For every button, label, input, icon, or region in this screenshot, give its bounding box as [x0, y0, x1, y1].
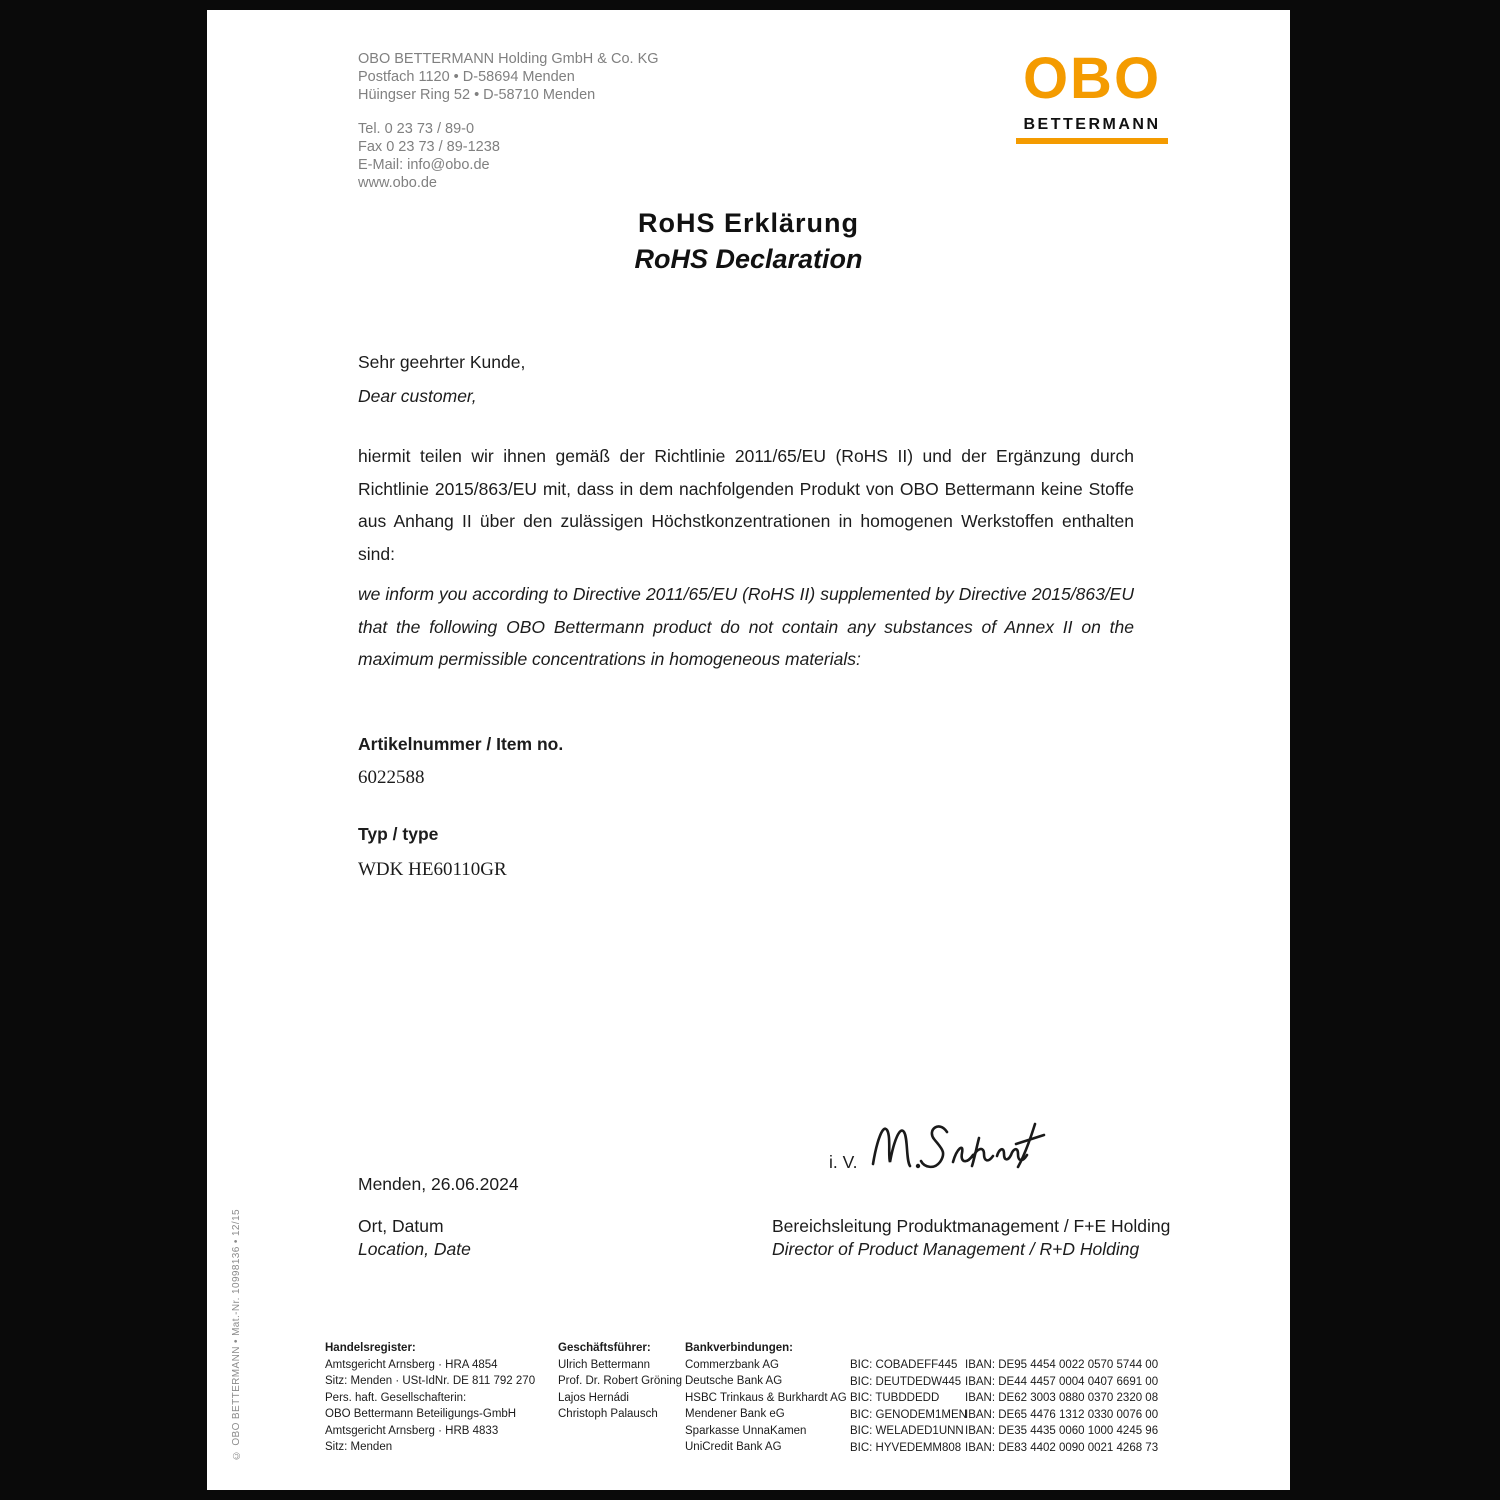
- bank-iban: IBAN: DE35 4435 0060 1000 4245 96: [965, 1425, 1159, 1437]
- footer-bic-column: [850, 1357, 967, 1456]
- logo-orange-bar: [1016, 138, 1168, 144]
- bank-bic: BIC: GENODEM1MEN: [850, 1408, 967, 1421]
- title-german: RoHS Erklärung: [637, 208, 860, 238]
- article-number-label: Artikelnummer / Item no.: [358, 734, 564, 754]
- bank-bic: BIC: WELADED1UNN: [850, 1425, 964, 1437]
- bank-name: Mendener Bank eG: [685, 1408, 785, 1420]
- phone-text: Tel. 0 23 73 / 89-0: [358, 121, 475, 137]
- logo-subbrand: BETTERMANN: [1023, 116, 1161, 133]
- per-procura-label: i. V.: [829, 1152, 858, 1172]
- postbox-line: Postfach 1120 • D-58694 Menden: [358, 69, 575, 85]
- signature: [867, 1110, 1052, 1190]
- bank-bic: BIC: HYVEDEMM808: [850, 1441, 962, 1454]
- bank-name: Deutsche Bank AG: [685, 1375, 783, 1387]
- email-text: E-Mail: info@obo.de: [358, 157, 490, 173]
- sender-address-block: [358, 50, 659, 192]
- managing-director-name: Ulrich Bettermann: [558, 1358, 651, 1371]
- body-paragraph-english: we inform you according to Directive 2011/65/EU (RoHS II) supplemented by Directive 2015/863/EU that the following OBO Bettermann product do not contain any substances of Annex II on the maximum permissible concentrations in homogeneous materials:: [358, 584, 1134, 669]
- document-title: [207, 208, 1290, 275]
- signer-role-german: Bereichsleitung Produktmanagement / F+E Holding: [772, 1216, 1171, 1236]
- footer-handelsregister: [325, 1340, 535, 1456]
- footer-line: Amtsgericht Arnsberg · HRB 4833: [325, 1424, 499, 1437]
- bank-bic: BIC: COBADEFF445: [850, 1359, 958, 1371]
- type-value: WDK HE60110GR: [358, 859, 507, 880]
- footer-heading-banken: Bankverbindungen:: [685, 1342, 793, 1354]
- salutation-english: Dear customer,: [358, 386, 477, 406]
- bank-bic: BIC: DEUTDEDW445: [850, 1375, 962, 1388]
- obo-bettermann-logo: [1016, 46, 1168, 144]
- place-date-label-english: Location, Date: [358, 1239, 471, 1259]
- bank-name: Commerzbank AG: [685, 1358, 779, 1371]
- bank-iban: IBAN: DE44 4457 0004 0407 6691 00: [965, 1375, 1159, 1388]
- bank-name: UniCredit Bank AG: [685, 1441, 782, 1453]
- managing-director-name: Christoph Palausch: [558, 1408, 658, 1420]
- footer-heading-handelsregister: Handelsregister:: [325, 1342, 416, 1354]
- managing-director-name: Prof. Dr. Robert Gröning: [558, 1375, 682, 1387]
- salutation-german: Sehr geehrter Kunde,: [358, 352, 526, 372]
- footer-banks: [685, 1340, 847, 1456]
- managing-director-name: Lajos Hernádi: [558, 1391, 629, 1404]
- bank-iban: IBAN: DE95 4454 0022 0570 5744 00: [965, 1359, 1159, 1371]
- logo-wordmark: OBO: [1022, 46, 1162, 111]
- street-line: Hüingser Ring 52 • D-58710 Menden: [358, 87, 596, 103]
- footer-line: Pers. haft. Gesellschafterin:: [325, 1391, 467, 1404]
- body-paragraph-german: hiermit teilen wir ihnen gemäß der Richtlinie 2011/65/EU (RoHS II) und der Ergänzung durch Richtlinie 2015/863/EU mit, dass in dem nachfolgenden Produkt von OBO Bettermann keine Stoffe aus Anhang II über den zulässigen Höchstkonzentrationen in homogenen Werkstoffen enthalten sind:: [358, 446, 1134, 564]
- rohs-declaration-page: [207, 10, 1290, 1490]
- article-number-value: 6022588: [358, 767, 425, 788]
- place-date-label-german: Ort, Datum: [358, 1216, 444, 1236]
- title-english: RoHS Declaration: [634, 244, 863, 274]
- footer-line: Sitz: Menden: [325, 1441, 393, 1453]
- footer-line: Sitz: Menden · USt-IdNr. DE 811 792 270: [325, 1375, 536, 1387]
- company-name: OBO BETTERMANN Holding GmbH & Co. KG: [358, 51, 659, 67]
- type-label: Typ / type: [358, 824, 439, 844]
- bank-bic: BIC: TUBDDEDD: [850, 1392, 940, 1404]
- address-spacer: [358, 104, 659, 120]
- footer-heading-geschaeftsfuehrer: Geschäftsführer:: [558, 1342, 651, 1354]
- website-text: www.obo.de: [358, 175, 437, 191]
- fax-text: Fax 0 23 73 / 89-1238: [358, 139, 500, 155]
- signer-role-english: Director of Product Management / R+D Holding: [772, 1239, 1140, 1259]
- place-date: Menden, 26.06.2024: [358, 1174, 519, 1194]
- bank-name: HSBC Trinkaus & Burkhardt AG: [685, 1391, 847, 1404]
- bank-name: Sparkasse UnnaKamen: [685, 1424, 807, 1437]
- bank-iban: IBAN: DE62 3003 0880 0370 2320 08: [965, 1392, 1159, 1404]
- bank-iban: IBAN: DE83 4402 0090 0021 4268 73: [965, 1441, 1159, 1454]
- footer-geschaeftsfuehrer: [558, 1340, 682, 1423]
- print-reference-vertical-label: © OBO BETTERMANN • Mat.-Nr. 10998136 • 12/15: [231, 1208, 242, 1460]
- footer-line: Amtsgericht Arnsberg · HRA 4854: [325, 1358, 498, 1371]
- bank-iban: IBAN: DE65 4476 1312 0330 0076 00: [965, 1408, 1159, 1421]
- footer-line: OBO Bettermann Beteiligungs-GmbH: [325, 1408, 517, 1420]
- footer-iban-column: [965, 1357, 1158, 1456]
